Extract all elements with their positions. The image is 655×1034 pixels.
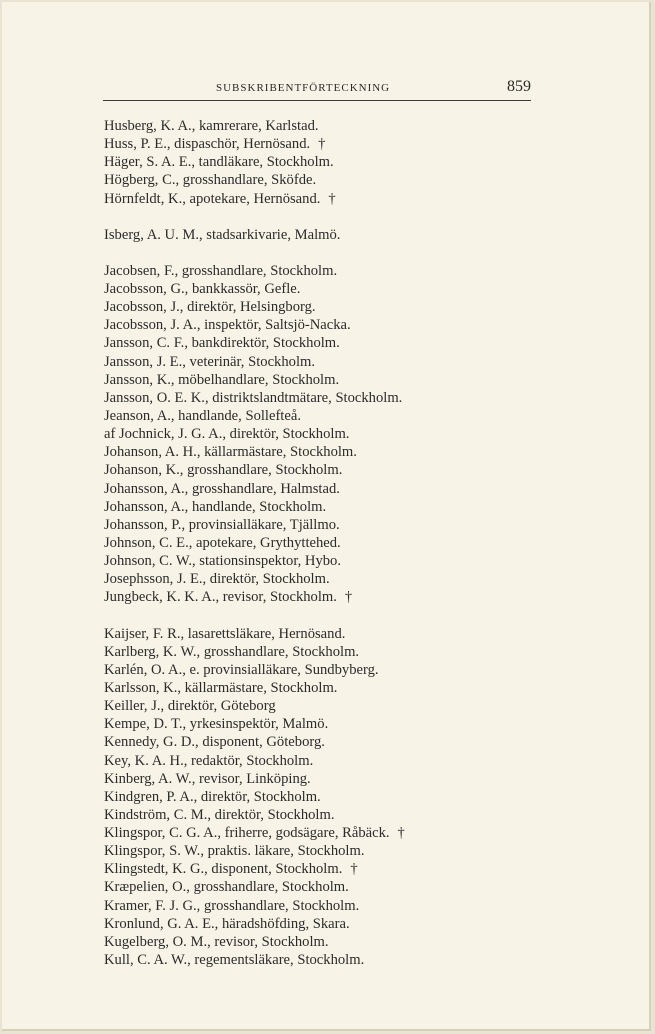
subscriber-text: Jacobsson, J., direktör, Helsingborg. [104,299,316,316]
subscriber-entry [104,461,624,479]
subscriber-entry [104,842,624,860]
subscriber-entry [104,860,624,878]
subscriber-text: Johansson, A., handlande, Stockholm. [104,498,327,515]
deceased-dagger-mark: † [344,589,353,606]
header-title: SUBSKRIBENTFÖRTECKNING [216,82,391,94]
subscriber-text: Häger, S. A. E., tandläkare, Stockholm. [104,154,334,171]
group-separator [104,607,624,625]
subscriber-text: Kaijser, F. R., lasarettsläkare, Hernösand. [104,625,346,642]
deceased-dagger-mark: † [318,136,326,153]
subscriber-entry [104,878,624,896]
subscriber-entry [104,715,624,733]
subscriber-text: Johansson, A., grosshandlare, Halmstad. [104,480,340,497]
subscriber-entry [104,389,624,407]
subscriber-entry [104,443,624,461]
subscriber-entry [104,298,624,316]
subscriber-text: Josephsson, J. E., direktör, Stockholm. [104,571,330,588]
subscriber-entry [104,135,624,153]
running-header [103,78,531,101]
subscriber-text: Jeanson, A., handlande, Sollefteå. [104,407,301,424]
subscriber-text: Jacobsen, F., grosshandlare, Stockholm. [104,262,338,279]
subscriber-entry [104,625,624,643]
subscriber-entry [104,371,624,389]
subscriber-text: Johansson, P., provinsialläkare, Tjällmo. [104,516,340,533]
subscriber-entry [104,425,624,443]
subscriber-text: Kempe, D. T., yrkesinspektör, Malmö. [104,716,329,733]
subscriber-text: Kramer, F. J. G., grosshandlare, Stockholm. [104,897,360,914]
subscriber-text: Kugelberg, O. M., revisor, Stockholm. [104,933,329,950]
subscriber-entry [104,806,624,824]
subscriber-entry [104,915,624,933]
subscriber-entry [104,770,624,788]
subscriber-text: Husberg, K. A., kamrerare, Karlstad. [104,118,319,134]
subscriber-list [104,117,624,969]
deceased-dagger-mark: † [328,190,336,207]
deceased-dagger-mark: † [350,861,358,878]
subscriber-entry [104,498,624,516]
subscriber-text: Karlén, O. A., e. provinsialläkare, Sundbyberg. [104,661,379,678]
subscriber-entry [104,153,624,171]
subscriber-text: Kennedy, G. D., disponent, Göteborg. [104,734,325,751]
subscriber-entry [104,552,624,570]
subscriber-entry [104,280,624,298]
subscriber-entry [104,933,624,951]
subscriber-entry [104,897,624,915]
page-number: 859 [507,78,531,95]
subscriber-entry [104,643,624,661]
subscriber-entry [104,262,624,280]
subscriber-text: Högberg, C., grosshandlare, Sköfde. [104,172,317,189]
subscriber-text: af Jochnick, J. G. A., direktör, Stockholm. [104,426,350,443]
subscriber-text: Kronlund, G. A. E., häradshöfding, Skara. [104,915,350,932]
subscriber-text: Karlberg, K. W., grosshandlare, Stockholm. [104,643,360,660]
subscriber-text: Jansson, C. F., bankdirektör, Stockholm. [104,335,340,352]
subscriber-text: Hörnfeldt, K., apotekare, Hernösand. [104,190,321,207]
subscriber-text: Kræpelien, O., grosshandlare, Stockholm. [104,879,349,896]
subscriber-entry [104,588,624,606]
subscriber-entry [104,824,624,842]
subscriber-entry [104,117,624,135]
subscriber-entry [104,226,624,244]
subscriber-text: Klingstedt, K. G., disponent, Stockholm. [104,861,343,878]
subscriber-entry [104,951,624,969]
subscriber-text: Kull, C. A. W., regementsläkare, Stockholm. [104,952,365,969]
subscriber-text: Jansson, K., möbelhandlare, Stockholm. [104,371,340,388]
subscriber-text: Jansson, J. E., veterinär, Stockholm. [104,353,315,370]
subscriber-text: Johanson, K., grosshandlare, Stockholm. [104,462,343,479]
group-separator [104,244,624,262]
subscriber-text: Key, K. A. H., redaktör, Stockholm. [104,752,314,769]
deceased-dagger-mark: † [397,825,405,842]
subscriber-text: Kinberg, A. W., revisor, Linköping. [104,770,311,787]
subscriber-entry [104,516,624,534]
subscriber-entry [104,353,624,371]
subscriber-entry [104,788,624,806]
book-page [2,2,651,1031]
subscriber-entry [104,334,624,352]
subscriber-entry [104,190,624,208]
subscriber-text: Keiller, J., direktör, Göteborg [104,698,276,715]
subscriber-entry [104,407,624,425]
subscriber-entry [104,752,624,770]
subscriber-entry [104,570,624,588]
subscriber-entry [104,316,624,334]
subscriber-entry [104,679,624,697]
subscriber-entry [104,171,624,189]
subscriber-text: Jacobsson, G., bankkassör, Gefle. [104,280,301,297]
subscriber-entry [104,480,624,498]
subscriber-text: Huss, P. E., dispaschör, Hernösand. [104,136,311,153]
subscriber-text: Kindgren, P. A., direktör, Stockholm. [104,788,321,805]
subscriber-text: Karlsson, K., källarmästare, Stockholm. [104,679,338,696]
subscriber-text: Jansson, O. E. K., distriktslandtmätare, Stockholm. [104,389,403,406]
subscriber-text: Johnson, C. E., apotekare, Grythyttehed. [104,534,341,551]
subscriber-text: Jacobsson, J. A., inspektör, Saltsjö-Nacka. [104,317,351,334]
subscriber-text: Klingspor, S. W., praktis. läkare, Stockholm. [104,843,365,860]
group-separator [104,208,624,226]
subscriber-text: Klingspor, C. G. A., friherre, godsägare, Råbäck. [104,825,390,842]
subscriber-entry [104,534,624,552]
subscriber-text: Jungbeck, K. K. A., revisor, Stockholm. [104,589,337,606]
subscriber-text: Isberg, A. U. M., stadsarkivarie, Malmö. [104,226,341,243]
subscriber-entry [104,733,624,751]
subscriber-entry [104,697,624,715]
subscriber-entry [104,661,624,679]
subscriber-text: Kindström, C. M., direktör, Stockholm. [104,806,335,823]
subscriber-text: Johnson, C. W., stationsinspektor, Hybo. [104,553,341,570]
subscriber-text: Johanson, A. H., källarmästare, Stockholm. [104,444,357,461]
